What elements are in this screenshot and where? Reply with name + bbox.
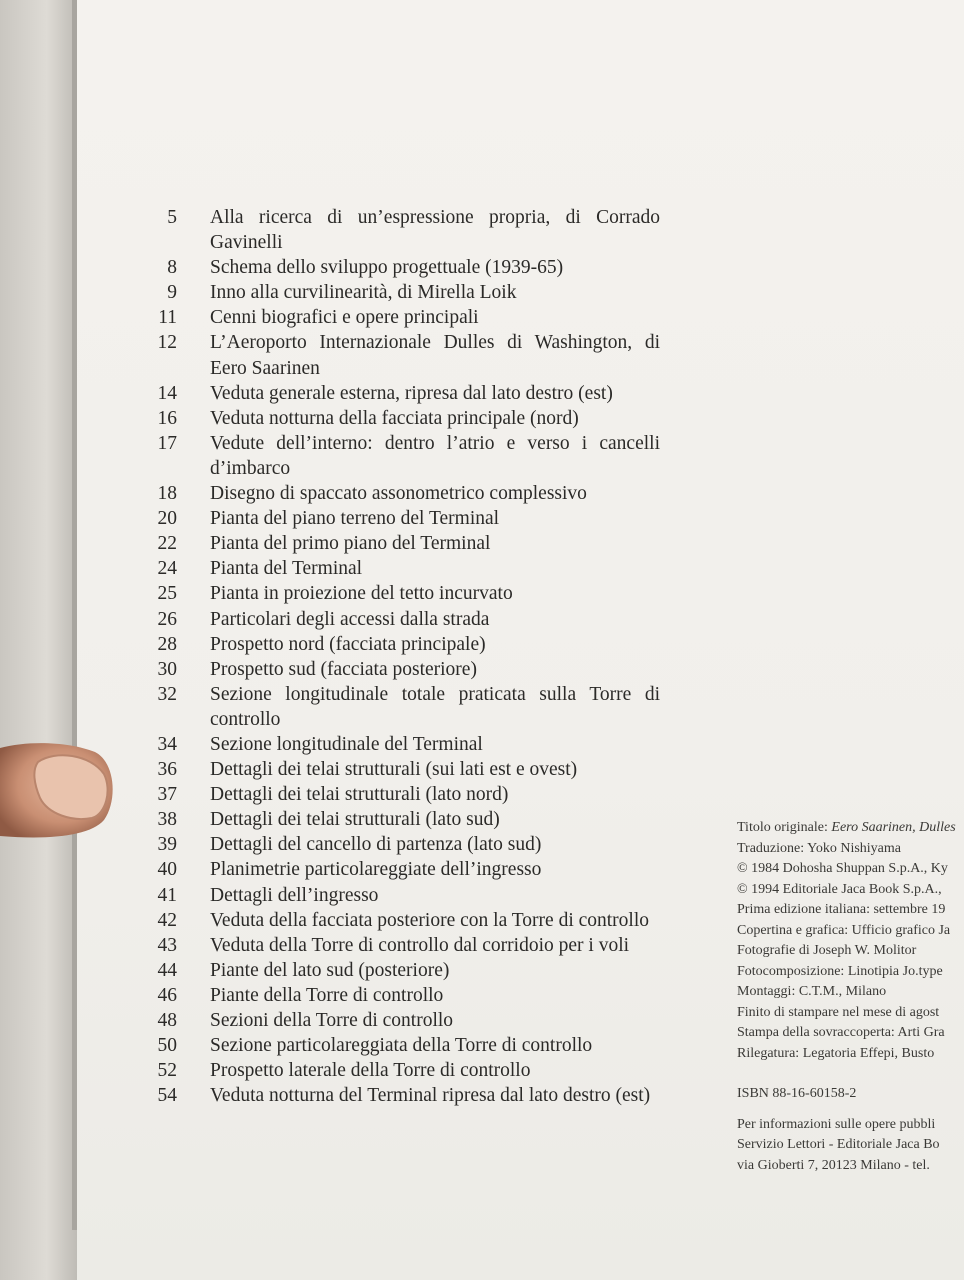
toc-page-number: 42 bbox=[157, 909, 177, 931]
toc-entry bbox=[77, 682, 777, 732]
toc-page-number: 28 bbox=[157, 633, 177, 655]
toc-entry bbox=[77, 431, 777, 481]
toc-entry bbox=[77, 933, 777, 958]
info-line: Per informazioni sulle opere pubbli bbox=[737, 1116, 936, 1132]
toc-page-number: 8 bbox=[167, 257, 177, 279]
toc-title: Pianta in proiezione del tetto incurvato bbox=[210, 583, 513, 605]
colophon-line: Stampa della sovraccoperta: Arti Gra bbox=[737, 1025, 945, 1040]
toc-page-number: 32 bbox=[157, 683, 177, 705]
toc-entry bbox=[77, 1083, 777, 1108]
toc-page-number: 22 bbox=[157, 533, 177, 555]
toc-entry bbox=[77, 255, 777, 280]
colophon-line: © 1994 Editoriale Jaca Book S.p.A., bbox=[737, 881, 942, 897]
colophon-line: Fotocomposizione: Linotipia Jo.type bbox=[737, 963, 943, 979]
info-line: Servizio Lettori - Editoriale Jaca Bo bbox=[737, 1137, 940, 1152]
toc-title: Inno alla curvilinearità, di Mirella Loik bbox=[210, 282, 517, 304]
toc-entry bbox=[77, 757, 777, 782]
toc-page-number: 48 bbox=[157, 1010, 177, 1031]
colophon bbox=[737, 818, 964, 1176]
toc-entry bbox=[77, 280, 777, 305]
toc-page-number: 50 bbox=[157, 1035, 177, 1057]
toc-page-number: 18 bbox=[157, 483, 177, 505]
toc-title: Alla ricerca di un’espressione propria, di Corrado Gavinelli bbox=[210, 207, 660, 254]
toc-title: Disegno di spaccato assonometrico complessivo bbox=[210, 483, 587, 505]
toc-page-number: 37 bbox=[157, 784, 177, 806]
toc-entry bbox=[77, 983, 777, 1008]
toc-title: Sezione particolareggiata della Torre di controllo bbox=[210, 1035, 593, 1057]
toc-entry bbox=[77, 506, 777, 531]
book-page bbox=[77, 0, 964, 1280]
toc-title: Planimetrie particolareggiate dell’ingresso bbox=[210, 859, 542, 881]
toc-title: Veduta della facciata posteriore con la Torre di controllo bbox=[210, 909, 650, 931]
toc-title: Veduta notturna della facciata principale (nord) bbox=[210, 407, 579, 429]
toc-page-number: 39 bbox=[157, 834, 177, 856]
toc-title: Schema dello sviluppo progettuale (1939-65) bbox=[210, 257, 564, 279]
toc-title: Veduta della Torre di controllo dal corridoio per i voli bbox=[210, 934, 630, 956]
toc-entry bbox=[77, 305, 777, 330]
toc-entry bbox=[77, 330, 777, 380]
colophon-line: Rilegatura: Legatoria Effepi, Busto bbox=[737, 1045, 935, 1061]
toc-title: Dettagli dei telai strutturali (sui lati est e ovest) bbox=[210, 759, 578, 781]
toc-title: Vedute dell’interno: dentro l’atrio e verso i cancelli d’imbarco bbox=[210, 432, 660, 479]
toc-page-number: 41 bbox=[157, 884, 177, 906]
toc-page-number: 54 bbox=[157, 1085, 177, 1107]
toc-title: Cenni biografici e opere principali bbox=[210, 307, 479, 329]
toc-entry bbox=[77, 406, 777, 431]
original-title-line: Titolo originale: Eero Saarinen, Dulles bbox=[737, 820, 956, 835]
backdrop bbox=[0, 0, 78, 1280]
colophon-credits bbox=[737, 839, 964, 1065]
toc-entry bbox=[77, 381, 777, 406]
toc-entry bbox=[77, 632, 777, 657]
toc-entry bbox=[77, 1008, 777, 1033]
toc-title: Sezione longitudinale del Terminal bbox=[210, 733, 483, 755]
colophon-line: Montaggi: C.T.M., Milano bbox=[737, 984, 887, 999]
toc-title: Dettagli dell’ingresso bbox=[210, 884, 379, 906]
info-line: via Gioberti 7, 20123 Milano - tel. bbox=[737, 1157, 930, 1173]
toc-entry bbox=[77, 908, 777, 933]
toc-entry bbox=[77, 481, 777, 506]
toc-page-number: 12 bbox=[157, 332, 177, 354]
toc-page-number: 9 bbox=[167, 282, 177, 304]
toc-page-number: 26 bbox=[157, 608, 177, 630]
colophon-line: © 1984 Dohosha Shuppan S.p.A., Ky bbox=[737, 861, 948, 876]
toc-title: Dettagli del cancello di partenza (lato sud) bbox=[210, 834, 542, 856]
toc-page-number: 16 bbox=[157, 407, 177, 429]
toc-entry bbox=[77, 205, 777, 255]
toc-entry bbox=[77, 782, 777, 807]
toc-page-number: 43 bbox=[157, 934, 177, 956]
toc-entry bbox=[77, 832, 777, 857]
toc-page-number: 24 bbox=[157, 558, 177, 580]
toc-page-number: 11 bbox=[158, 307, 177, 329]
thumb-photo bbox=[0, 740, 118, 840]
colophon-line: Fotografie di Joseph W. Molitor bbox=[737, 943, 917, 958]
toc-entry bbox=[77, 958, 777, 983]
toc-title: L’Aeroporto Internazionale Dulles di Washington, di Eero Saarinen bbox=[210, 332, 660, 379]
original-title: Eero Saarinen, Dulles bbox=[831, 820, 956, 835]
colophon-line: Finito di stampare nel mese di agost bbox=[737, 1004, 940, 1020]
toc-entry bbox=[77, 607, 777, 632]
colophon-line: Copertina e grafica: Ufficio grafico Ja bbox=[737, 922, 951, 938]
toc-entry bbox=[77, 581, 777, 606]
toc-title: Pianta del Terminal bbox=[210, 558, 363, 580]
toc-title: Pianta del piano terreno del Terminal bbox=[210, 508, 500, 530]
toc-title: Dettagli dei telai strutturali (lato sud) bbox=[210, 809, 500, 831]
table-of-contents bbox=[77, 205, 777, 1108]
toc-entry bbox=[77, 1033, 777, 1058]
toc-title: Piante della Torre di controllo bbox=[210, 984, 444, 1006]
toc-page-number: 20 bbox=[157, 508, 177, 530]
colophon-line: Traduzione: Yoko Nishiyama bbox=[737, 840, 901, 856]
toc-title: Prospetto nord (facciata principale) bbox=[210, 633, 486, 655]
toc-title: Piante del lato sud (posteriore) bbox=[210, 959, 450, 981]
toc-title: Veduta notturna del Terminal ripresa dal lato destro (est) bbox=[210, 1085, 651, 1107]
toc-entry bbox=[77, 857, 777, 882]
toc-page-number: 30 bbox=[157, 658, 177, 680]
toc-entry bbox=[77, 807, 777, 832]
toc-title: Sezione longitudinale totale praticata sulla Torre di controllo bbox=[210, 683, 660, 730]
toc-page-number: 14 bbox=[157, 382, 177, 404]
toc-page-number: 46 bbox=[157, 984, 177, 1006]
toc-page-number: 38 bbox=[157, 809, 177, 831]
toc-title: Dettagli dei telai strutturali (lato nord) bbox=[210, 784, 509, 806]
toc-title: Prospetto laterale della Torre di controllo bbox=[210, 1060, 531, 1082]
toc-page-number: 52 bbox=[157, 1060, 177, 1082]
toc-entry bbox=[77, 657, 777, 682]
toc-page-number: 17 bbox=[157, 432, 177, 454]
toc-entry bbox=[77, 556, 777, 581]
toc-page-number: 40 bbox=[157, 859, 177, 881]
toc-page-number: 44 bbox=[157, 959, 177, 981]
toc-page-number: 5 bbox=[167, 207, 177, 228]
toc-entry bbox=[77, 883, 777, 908]
toc-title: Particolari degli accessi dalla strada bbox=[210, 608, 490, 630]
toc-entry bbox=[77, 732, 777, 757]
colophon-info bbox=[737, 1115, 964, 1177]
toc-title: Prospetto sud (facciata posteriore) bbox=[210, 658, 477, 680]
toc-page-number: 34 bbox=[157, 733, 177, 755]
toc-page-number: 36 bbox=[157, 759, 177, 781]
colophon-line: Prima edizione italiana: settembre 19 bbox=[737, 902, 946, 917]
toc-title: Pianta del primo piano del Terminal bbox=[210, 533, 491, 555]
toc-entry bbox=[77, 531, 777, 556]
toc-title: Sezioni della Torre di controllo bbox=[210, 1010, 454, 1031]
isbn: ISBN 88-16-60158-2 bbox=[737, 1086, 857, 1101]
toc-title: Veduta generale esterna, ripresa dal lato destro (est) bbox=[210, 382, 613, 404]
toc-page-number: 25 bbox=[157, 583, 177, 605]
toc-entry bbox=[77, 1058, 777, 1083]
